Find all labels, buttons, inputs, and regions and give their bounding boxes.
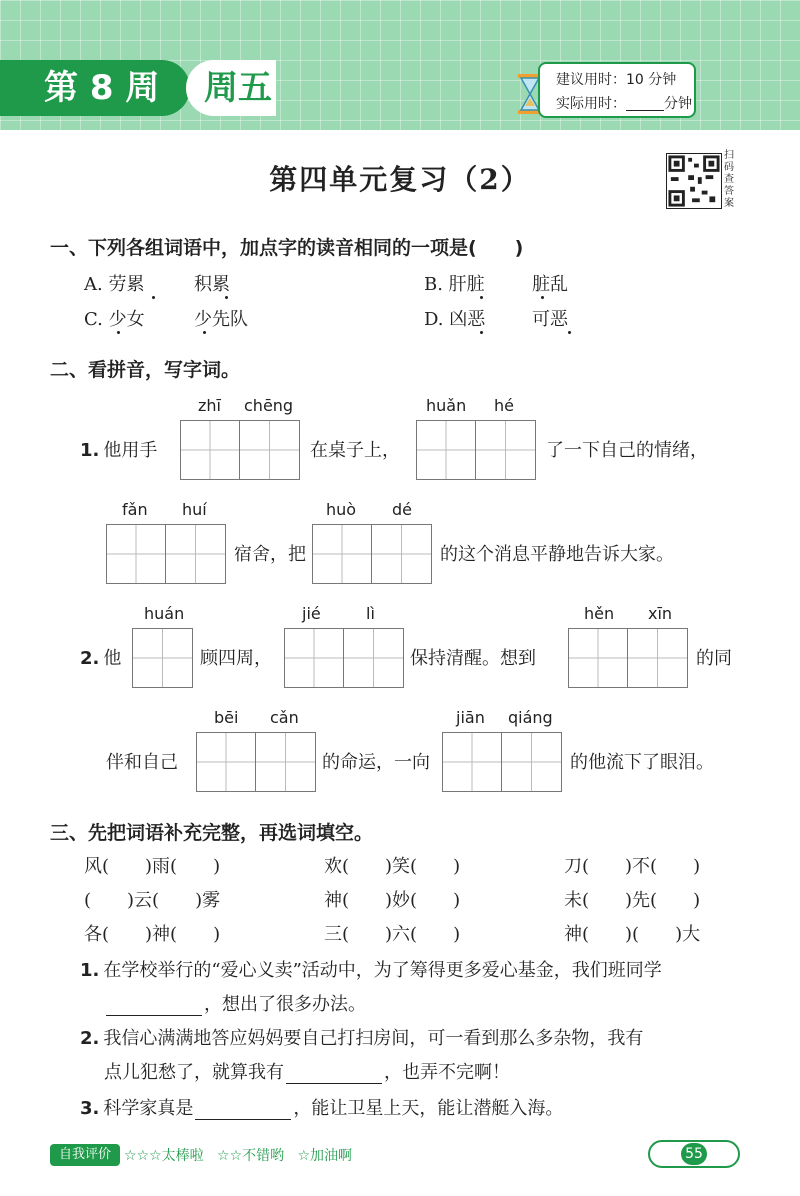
q2-text: 顾四周， [200,648,272,669]
section2-heading: 二、看拼音，写字词。 [50,359,241,381]
emphasis-dot [480,296,483,299]
actual-time: 实际用时： 分钟 [556,96,692,112]
q1-text: 了一下自己的情绪， [546,440,708,461]
time-box [538,62,696,118]
q2-text: 的他流下了眼泪。 [570,752,714,773]
tianzi-grid[interactable] [106,524,226,584]
q2-text: 伴和自己 [106,752,178,773]
pinyin: zhī [198,396,221,415]
pinyin: bēi [214,708,239,727]
pinyin: fǎn [122,500,148,519]
q3-2-text: 2. 我信心满满地答应妈妈要自己打扫房间，可一看到那么多杂物，我有 [80,1028,644,1049]
q1-text: 在桌子上， [310,440,400,461]
q2-text: 的命运，一向 [322,752,430,773]
pinyin: cǎn [270,708,299,727]
rating-good[interactable]: ☆☆不错哟 [217,1148,285,1164]
option-d-word2: 可恶 [532,309,568,330]
q1-text: 的这个消息平静地告诉大家。 [440,544,674,565]
tianzi-grid[interactable] [196,732,316,792]
self-eval-badge: 自我评价 [50,1144,120,1166]
q1-text: 1. 他用手 [80,440,158,461]
pinyin: hé [494,396,514,415]
idiom-item: 风( )雨( ) [84,856,221,877]
emphasis-dot [541,296,544,299]
day-label: 周五 [186,60,276,116]
answer-blank[interactable] [106,998,202,1016]
tianzi-grid[interactable] [416,420,536,480]
idiom-item: 未( )先( ) [564,890,701,911]
pinyin: jié [302,604,321,623]
rating-great[interactable]: ☆☆☆太棒啦 [124,1148,204,1164]
answer-blank[interactable] [286,1066,382,1084]
week-label: 第 8 周 [0,60,190,116]
idiom-item: 各( )神( ) [84,924,221,945]
tianzi-grid[interactable] [180,420,300,480]
idiom-item: 刀( )不( ) [564,856,701,877]
section3-heading: 三、先把词语补充完整，再选词填空。 [50,822,374,844]
pinyin: huò [326,500,357,519]
idiom-item: ( )云( )雾 [84,890,221,911]
q1-text: 宿舍，把 [234,544,306,565]
q3-3-text: 3. 科学家真是 ，能让卫星上天，能让潜艇入海。 [80,1098,564,1119]
idiom-item: 欢( )笑( ) [324,856,461,877]
qr-code-icon [666,153,722,209]
pinyin: huán [144,604,185,623]
pinyin: lì [366,604,375,623]
qr-caption: 扫码查答案 [724,150,734,209]
page-number: 55 [681,1143,707,1165]
option-b: B. 肝脏 [424,274,485,295]
pinyin: huí [182,500,207,519]
q2-text: 的同 [696,648,732,669]
section1-heading: 一、下列各组词语中，加点字的读音相同的一项是( ) [50,237,524,259]
tianzi-grid[interactable] [284,628,404,688]
idiom-item: 神( )( )大 [564,924,701,945]
pinyin: dé [392,500,412,519]
emphasis-dot [117,331,120,334]
q2-text: 2. 他 [80,648,122,669]
answer-blank[interactable] [195,1102,291,1120]
idiom-item: 神( )妙( ) [324,890,461,911]
suggested-time: 建议用时：10 分钟 [556,72,677,88]
option-c: C. 少女 [84,309,145,330]
emphasis-dot [225,296,228,299]
emphasis-dot [568,331,571,334]
tianzi-grid[interactable] [568,628,688,688]
pinyin: qiáng [508,708,553,727]
pinyin: chēng [244,396,294,415]
emphasis-dot [152,296,155,299]
pinyin: huǎn [426,396,467,415]
page-title: 第四单元复习（2） [269,163,531,196]
tianzi-grid[interactable] [312,524,432,584]
q3-1-text: ，想出了很多办法。 [104,990,366,1016]
option-c-word2: 少先队 [194,309,248,330]
q2-text: 保持清醒。想到 [410,648,536,669]
pinyin: hěn [584,604,615,623]
option-a-word2: 积累 [194,274,230,295]
idiom-item: 三( )六( ) [324,924,461,945]
option-b-word2: 脏乱 [532,274,568,295]
emphasis-dot [480,331,483,334]
tianzi-grid[interactable] [132,628,193,688]
option-a: A. 劳累 [84,274,145,295]
rating-try[interactable]: ☆加油啊 [297,1148,353,1164]
emphasis-dot [203,331,206,334]
q3-2-text: 点儿犯愁了，就算我有 ，也弄不完啊！ [104,1062,510,1083]
self-eval-ratings [124,1145,352,1165]
pinyin: jiān [456,708,485,727]
tianzi-grid[interactable] [442,732,562,792]
pinyin: xīn [648,604,673,623]
q3-1-text: 1. 在学校举行的“爱心义卖”活动中，为了筹得更多爱心基金，我们班同学 [80,960,662,981]
option-d: D. 凶恶 [424,309,486,330]
